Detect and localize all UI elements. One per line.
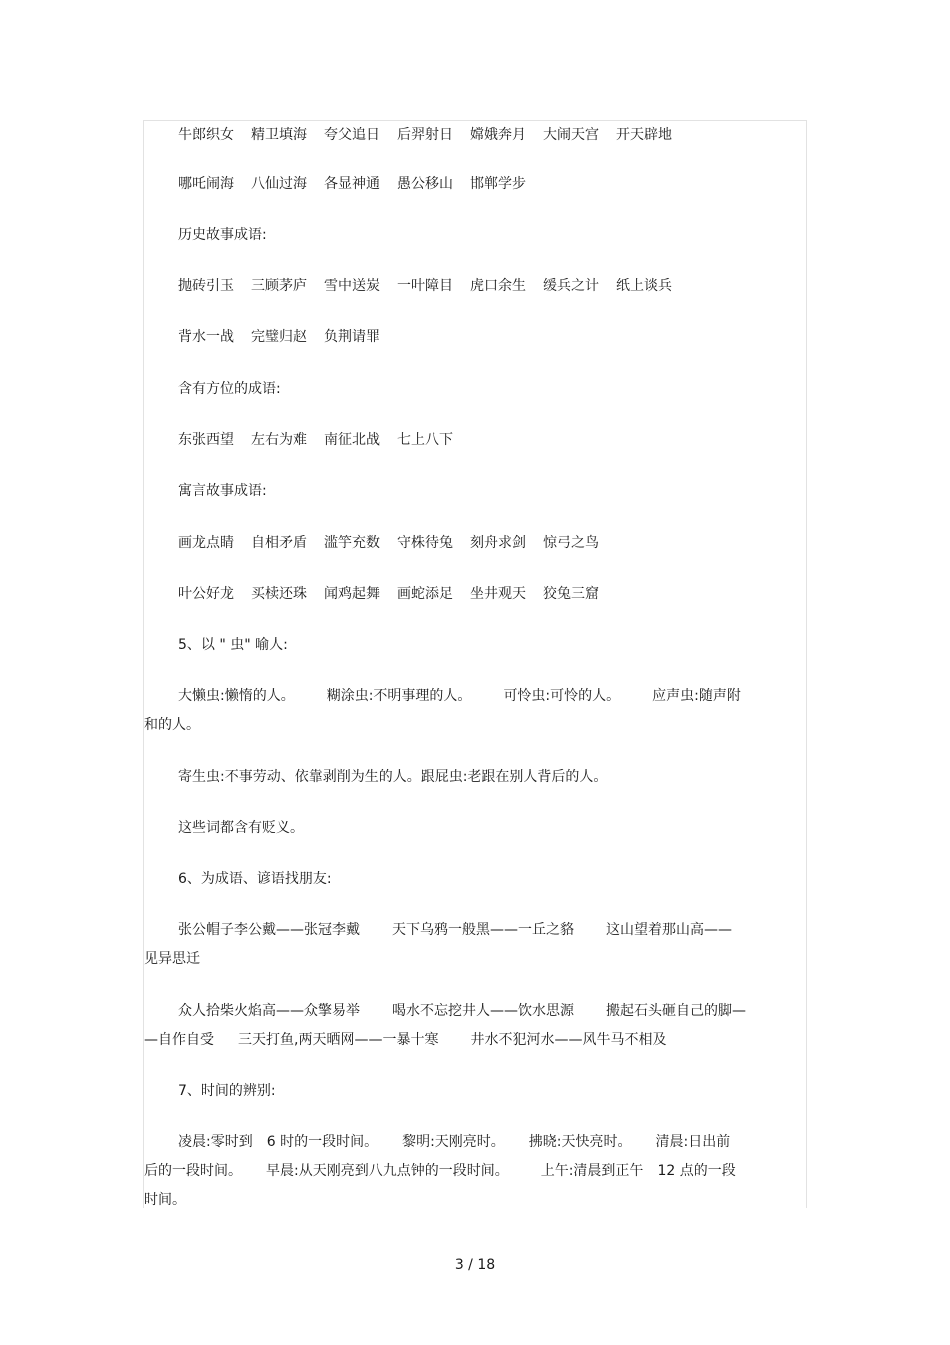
idiom: 完璧归赵 (251, 329, 307, 345)
direction-idioms-row (144, 426, 806, 455)
item-6-pair-f: 搬起石头砸自己的脚— (606, 1003, 746, 1019)
idiom: 哪吒闹海 (178, 176, 234, 192)
time-def-a: 凌晨:零时到 (178, 1134, 253, 1150)
idiom: 三顾茅庐 (251, 278, 307, 294)
idiom: 纸上谈兵 (616, 278, 672, 294)
direction-heading: 含有方位的成语: (178, 381, 281, 397)
idiom: 画龙点睛 (178, 535, 234, 551)
idiom: 大闹天宫 (543, 127, 599, 143)
idiom: 一叶障目 (397, 278, 453, 294)
idiom: 自相矛盾 (251, 535, 307, 551)
item-6-paragraph-2 (144, 997, 806, 1055)
time-def-f: 早晨:从天刚亮到八九点钟的一段时间。 (266, 1163, 509, 1179)
idiom: 负荆请罪 (324, 329, 380, 345)
myth-idioms-row-2 (144, 170, 806, 199)
item-6-paragraph-1-continuation: 见异思迁 (144, 951, 200, 967)
idiom: 滥竽充数 (324, 535, 380, 551)
idiom: 七上八下 (397, 432, 453, 448)
item-5-paragraph-1-continuation: 和的人。 (144, 717, 200, 733)
item-6-pair-a: 张公帽子李公戴——张冠李戴 (178, 922, 360, 938)
item-6-pair-d: 众人拾柴火焰高——众擎易举 (178, 1003, 360, 1019)
idiom: 各显神通 (324, 176, 380, 192)
idiom: 惊弓之鸟 (543, 535, 599, 551)
item-5-heading: 5、以 " 虫" 喻人: (178, 637, 288, 653)
item-6-heading: 6、为成语、谚语找朋友: (178, 871, 332, 887)
item-5-paragraph-3: 这些词都含有贬义。 (178, 820, 304, 836)
item-6-pair-g: 三天打鱼,两天晒网——一暴十寒 (238, 1032, 439, 1048)
idiom: 背水一战 (178, 329, 234, 345)
fable-heading: 寓言故事成语: (178, 483, 267, 499)
idiom: 坐井观天 (470, 586, 526, 602)
time-def-d: 拂晓:天快亮时。 (528, 1134, 632, 1150)
idiom: 狡兔三窟 (543, 586, 599, 602)
page-number: 3 / 18 (454, 1257, 496, 1273)
idiom: 虎口余生 (470, 278, 526, 294)
item-5-insect-d: 应声虫:随声附 (652, 688, 741, 704)
time-def-b: 6 时的一段时间。 (266, 1134, 379, 1150)
idiom: 南征北战 (324, 432, 380, 448)
item-5-insect-a: 大懒虫:懒惰的人。 (178, 688, 295, 704)
idiom: 牛郎织女 (178, 127, 234, 143)
fable-idioms-row-2 (144, 580, 806, 609)
idiom: 愚公移山 (397, 176, 453, 192)
idiom: 雪中送炭 (324, 278, 380, 294)
history-idioms-row-2 (144, 323, 806, 352)
item-5-paragraph-1 (144, 682, 806, 740)
item-6-pair-e: 喝水不忘挖井人——饮水思源 (392, 1003, 574, 1019)
item-7-heading: 7、时间的辨别: (178, 1083, 276, 1099)
item-7-paragraph-continuation: 时间。 (144, 1192, 186, 1208)
idiom: 开天辟地 (616, 127, 672, 143)
item-7-paragraph (144, 1128, 806, 1215)
idiom: 左右为难 (251, 432, 307, 448)
item-5-paragraph-2: 寄生虫:不事劳动、依靠剥削为生的人。跟屁虫:老跟在别人背后的人。 (178, 769, 608, 785)
idiom: 缓兵之计 (543, 278, 599, 294)
idiom: 东张西望 (178, 432, 234, 448)
item-6-pair-b: 天下乌鸦一般黑——一丘之貉 (392, 922, 574, 938)
item-5-insect-c: 可怜虫:可怜的人。 (503, 688, 621, 704)
idiom: 精卫填海 (251, 127, 307, 143)
item-6-pair-h: 井水不犯河水——风牛马不相及 (470, 1032, 667, 1048)
time-def-g: 上午:清晨到正午 (540, 1163, 644, 1179)
idiom: 八仙过海 (251, 176, 307, 192)
item-6-paragraph-1 (144, 916, 806, 974)
idiom: 邯郸学步 (470, 176, 526, 192)
myth-idioms-row-1 (144, 121, 806, 150)
idiom: 守株待兔 (397, 535, 453, 551)
time-def-c: 黎明:天刚亮时。 (402, 1134, 505, 1150)
document-content (143, 120, 807, 1208)
idiom: 后羿射日 (397, 127, 453, 143)
idiom: 嫦娥奔月 (470, 127, 526, 143)
idiom: 夸父追日 (324, 127, 380, 143)
idiom: 叶公好龙 (178, 586, 234, 602)
idiom: 抛砖引玉 (178, 278, 234, 294)
idiom: 买椟还珠 (251, 586, 307, 602)
idiom: 闻鸡起舞 (324, 586, 380, 602)
time-def-e-continuation: 后的一段时间。 (144, 1163, 242, 1179)
fable-idioms-row-1 (144, 529, 806, 558)
idiom: 刻舟求剑 (470, 535, 526, 551)
history-heading: 历史故事成语: (178, 227, 267, 243)
idiom: 画蛇添足 (397, 586, 453, 602)
time-def-e: 清晨:日出前 (655, 1134, 731, 1150)
item-5-insect-b: 糊涂虫:不明事理的人。 (326, 688, 472, 704)
time-def-h: 12 点的一段 (657, 1163, 736, 1179)
item-6-pair-c: 这山望着那山高—— (606, 922, 732, 938)
history-idioms-row-1 (144, 272, 806, 301)
item-6-pair-f-continuation: —自作自受 (144, 1032, 214, 1048)
